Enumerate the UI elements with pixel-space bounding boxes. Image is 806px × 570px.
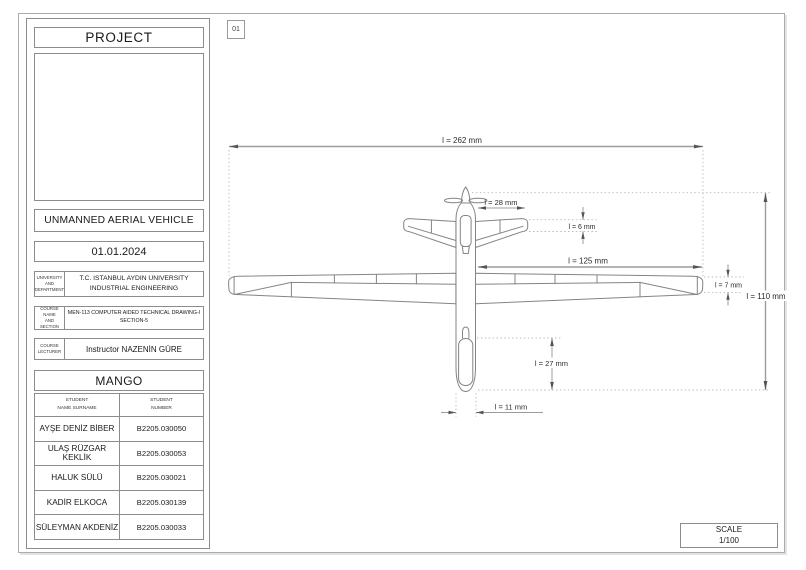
engine-hatch [460,216,471,247]
dim-tail-half-span-text: l = 28 mm [484,198,518,207]
student-number: B2205.030033 [136,522,187,532]
dim-overall-length-text: l = 110 mm [746,292,786,301]
dim-nose-length-text: l = 27 mm [534,359,569,368]
dimension-tail-half-span [478,198,525,210]
student-number: B2205.030053 [136,448,187,458]
student-name: SÜLEYMAN AKDENİZ [35,515,120,539]
reference-dotted-lines [229,150,770,417]
lecturer-value: Instructor NAZENİN GÜRE [85,344,182,354]
wing-right-aileron-edge [640,282,696,294]
scale-label: SCALE [715,525,743,535]
project-label: PROJECT [85,30,153,45]
university-value: T.C. ISTANBUL AYDIN UNIVERSITY INDUSTRIAL ENGINEERING [79,275,189,292]
sheet-number: 01 [232,26,240,33]
dim-wing-half-span-text: l = 125 mm [568,256,608,266]
dimension-tail-tip-chord [568,207,595,244]
dimension-wing-tip-chord [715,265,742,306]
dimension-wingspan [229,136,703,148]
course-label: COURSE NAME AND SECTION [35,307,65,329]
student-number: B2205.030021 [136,473,187,483]
dimension-overall-length [741,193,790,390]
uav-top-view [229,187,703,392]
wing-right-spar-line [476,282,641,284]
dim-wingspan-text: l = 262 mm [442,136,482,145]
dim-tail-tip-chord-text: l = 6 mm [568,224,596,231]
dimension-nose-length [528,338,575,390]
student-name: ULAŞ RÜZGAR KEKLİK [35,442,120,466]
engine-hatch-aft [462,247,469,254]
dim-wing-tip-chord-text: l = 7 mm [714,282,743,290]
wing-right-panel-ticks [515,274,597,284]
student-number: B2205.030050 [136,424,187,434]
student-number: B2205.030139 [136,498,187,508]
student-name: KADİR ELKOCA [35,491,120,515]
header-name-col: STUDENT NAME SURNAME [35,394,120,416]
wing-left-spar-line [291,282,456,284]
sensor-dome [463,327,469,338]
dimension-fuselage-width [441,403,543,415]
header-number-col: STUDENT NUMBER [150,398,173,411]
student-name: HALUK SÜLÜ [35,466,120,490]
scale-value: 1/100 [718,535,740,545]
team-name: MANGO [95,373,143,388]
date-value: 01.01.2024 [91,245,147,258]
sensor-pod [459,339,473,386]
propeller-blade-left [445,198,463,203]
university-label: UNIVERSITY AND DEPARTMENT [35,272,65,296]
wing-left-aileron-edge [235,282,291,294]
dim-fuselage-width-text: l = 11 mm [494,402,528,412]
vehicle-title: UNMANNED AERIAL VEHICLE [44,215,194,226]
course-value: MEN-113 COMPUTER AIDED TECHNICAL DRAWING-I SECTION-5 [67,310,201,324]
lecturer-label: COURSE LECTURER [35,339,65,359]
student-name: AYŞE DENİZ BİBER [35,417,120,441]
dimension-wing-half-span [478,257,702,269]
wing-left-panel-ticks [334,274,416,284]
